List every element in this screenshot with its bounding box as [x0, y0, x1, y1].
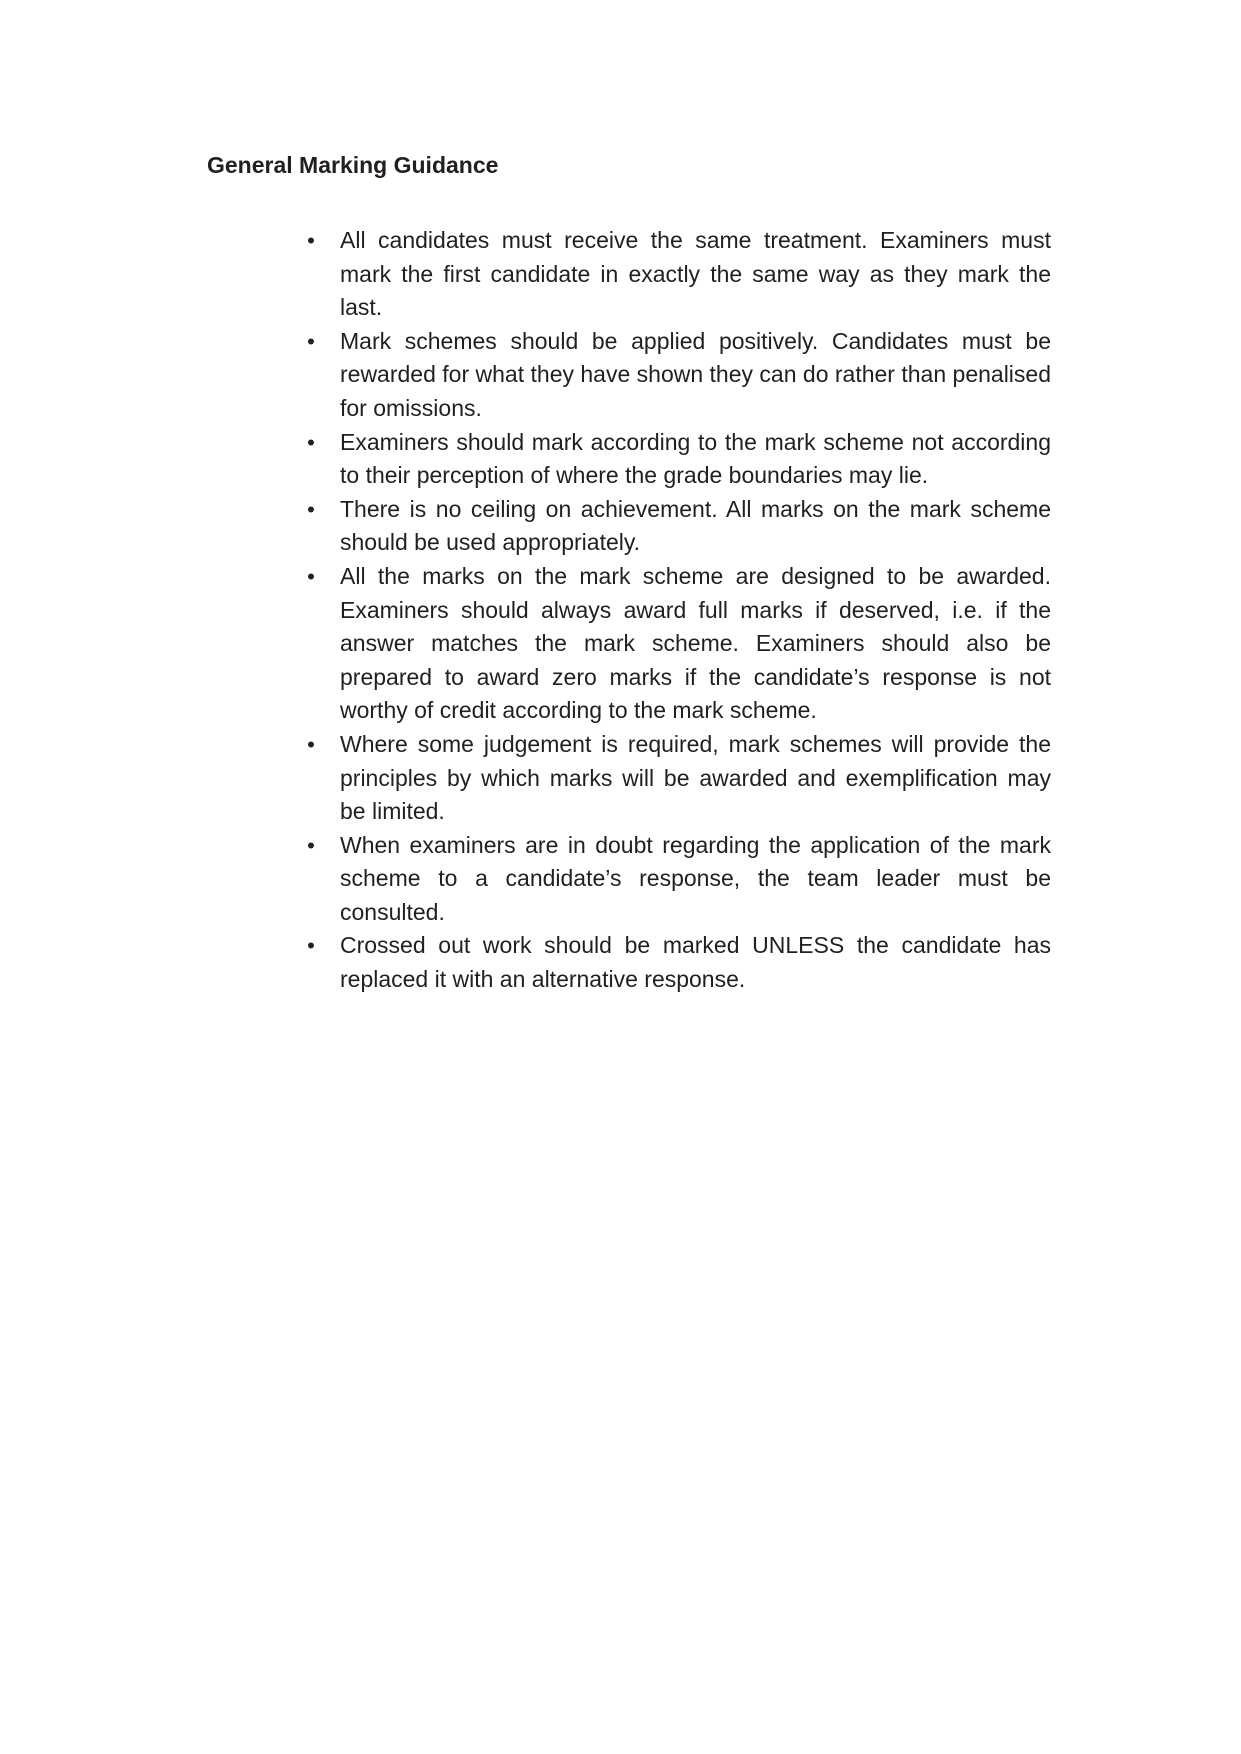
bullet-icon: • — [307, 429, 315, 455]
list-item-text: Mark schemes should be applied positively. Candidates must be rewarded for what they have shown they can do rather than penalised for omissions. — [340, 327, 1051, 421]
bullet-icon: • — [307, 731, 315, 757]
bullet-icon: • — [307, 563, 315, 589]
list-item — [307, 929, 1051, 996]
page-title: General Marking Guidance — [207, 152, 499, 178]
list-item — [307, 560, 1051, 728]
bullet-icon: • — [307, 933, 315, 959]
guidance-list — [307, 224, 1051, 997]
list-item-text: Examiners should mark according to the mark scheme not according to their perception of where the grade boundaries may lie. — [340, 428, 1051, 489]
list-item-text: Where some judgement is required, mark schemes will provide the principles by which marks will be awarded and exemplification may be limited. — [340, 730, 1051, 825]
list-item — [307, 728, 1051, 829]
list-item-text: All candidates must receive the same treatment. Examiners must mark the first candidate in exactly the same way as they mark the last. — [340, 227, 1051, 321]
bullet-icon: • — [307, 228, 315, 253]
list-item — [307, 325, 1051, 426]
list-item — [307, 224, 1051, 325]
bullet-icon: • — [307, 496, 315, 522]
list-item-text: There is no ceiling on achievement. All marks on the mark scheme should be used appropriately. — [340, 495, 1051, 556]
list-item — [307, 426, 1051, 493]
list-item — [307, 493, 1051, 560]
list-item-text: When examiners are in doubt regarding the application of the mark scheme to a candidate’s response, the team leader must be consulted. — [340, 831, 1051, 925]
bullet-icon: • — [307, 328, 315, 354]
list-item-text: All the marks on the mark scheme are designed to be awarded. Examiners should always award full marks if deserved, i.e. if the answer matches the mark scheme. Examiners should also be prepared to award zero marks if the candidate’s response is not worthy of credit according to the mark scheme. — [340, 562, 1051, 724]
bullet-icon: • — [307, 832, 315, 858]
list-item-text: Crossed out work should be marked UNLESS the candidate has replaced it with an alternative response. — [340, 932, 1051, 993]
list-item — [307, 829, 1051, 930]
